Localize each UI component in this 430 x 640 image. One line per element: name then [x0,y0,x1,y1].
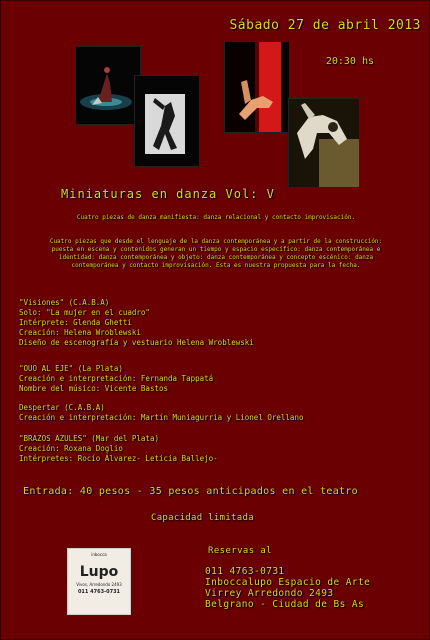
event-time: 20:30 hs [325,56,374,67]
event-date: Sábado 27 de abril 2013 [229,18,421,33]
logo-phone: 011 4763-0731 [77,589,121,595]
piece-line: Nombre del músico: Vicente Bastos [19,384,169,393]
reservations-label: Reservas al [208,546,273,556]
piece-ouo-al-eje [19,364,213,394]
ticket-price: Entrada: 40 pesos - 35 pesos anticipados en el teatro [23,486,358,497]
piece-title: "BRAZOS AZULES" (Mar del Plata) [19,434,159,443]
event-title: Miniaturas en danza Vol: V [61,187,275,201]
piece-line: Creación e interpretación: Fernanda Tappatá [19,374,214,383]
venue-city: Belgrano - Ciudad de Bs As [205,599,365,610]
piece-despertar [19,403,303,423]
piece-title: "OUO AL EJE" (La Plata) [19,364,123,373]
dance-photo-2 [134,75,200,167]
piece-line: Creación e interpretación: Martín Muniagurria y Lionel Orellano [19,413,304,422]
piece-line: Intérpretes: Rocío Álvarez- Leticia Ballejo- [19,454,218,463]
dance-photo-1 [75,46,141,125]
logo-tagline: Vivos, Arredondo 2493 [76,582,122,587]
venue-address: Virrey Arredondo 2493 [205,588,334,599]
dance-photo-4 [288,98,360,188]
piece-line: Solo: "La mujer en el cuadro" [19,308,150,317]
piece-title: Despertar (C.A.B.A) [19,403,105,412]
intro-summary: Cuatro piezas de danza manifiesta: danza relacional y contacto improvisación. [76,214,356,221]
piece-title: "Visiones" (C.A.B.A) [19,298,110,307]
dance-photo-3 [224,41,290,133]
venue-name: Inboccalupo Espacio de Arte [205,577,371,588]
piece-line: Diseño de escenografía y vestuario Helena Wroblewski [19,338,254,347]
intro-description: Cuatro piezas que desde el lenguaje de la danza contemporánea y a partir de la construcción: puesta en escena y contenidos generan un tiempo y espacio específico: danza contemporánea e identidad: danza contemporánea y objeto: danza contemporánea y concepto escénico: danza contemporánea y contacto improvisación. Esta es nuestra propuesta para la fecha. [49,238,383,269]
contact-info [205,566,370,610]
piece-line: Creación: Helena Wroblewski [19,328,141,337]
inboccalupo-logo [67,548,131,615]
piece-visiones [19,298,254,348]
piece-line: Intérprete: Glenda Ghetti [19,318,132,327]
piece-line: Creación: Roxana Doglio [19,444,123,453]
piece-brazos-azules [19,434,218,464]
logo-prefix: inbocca [91,552,107,557]
contact-phone: 011 4763-0731 [205,566,285,577]
logo-name: Lupo [79,564,119,580]
capacity-note: Capacidad limitada [151,513,254,523]
